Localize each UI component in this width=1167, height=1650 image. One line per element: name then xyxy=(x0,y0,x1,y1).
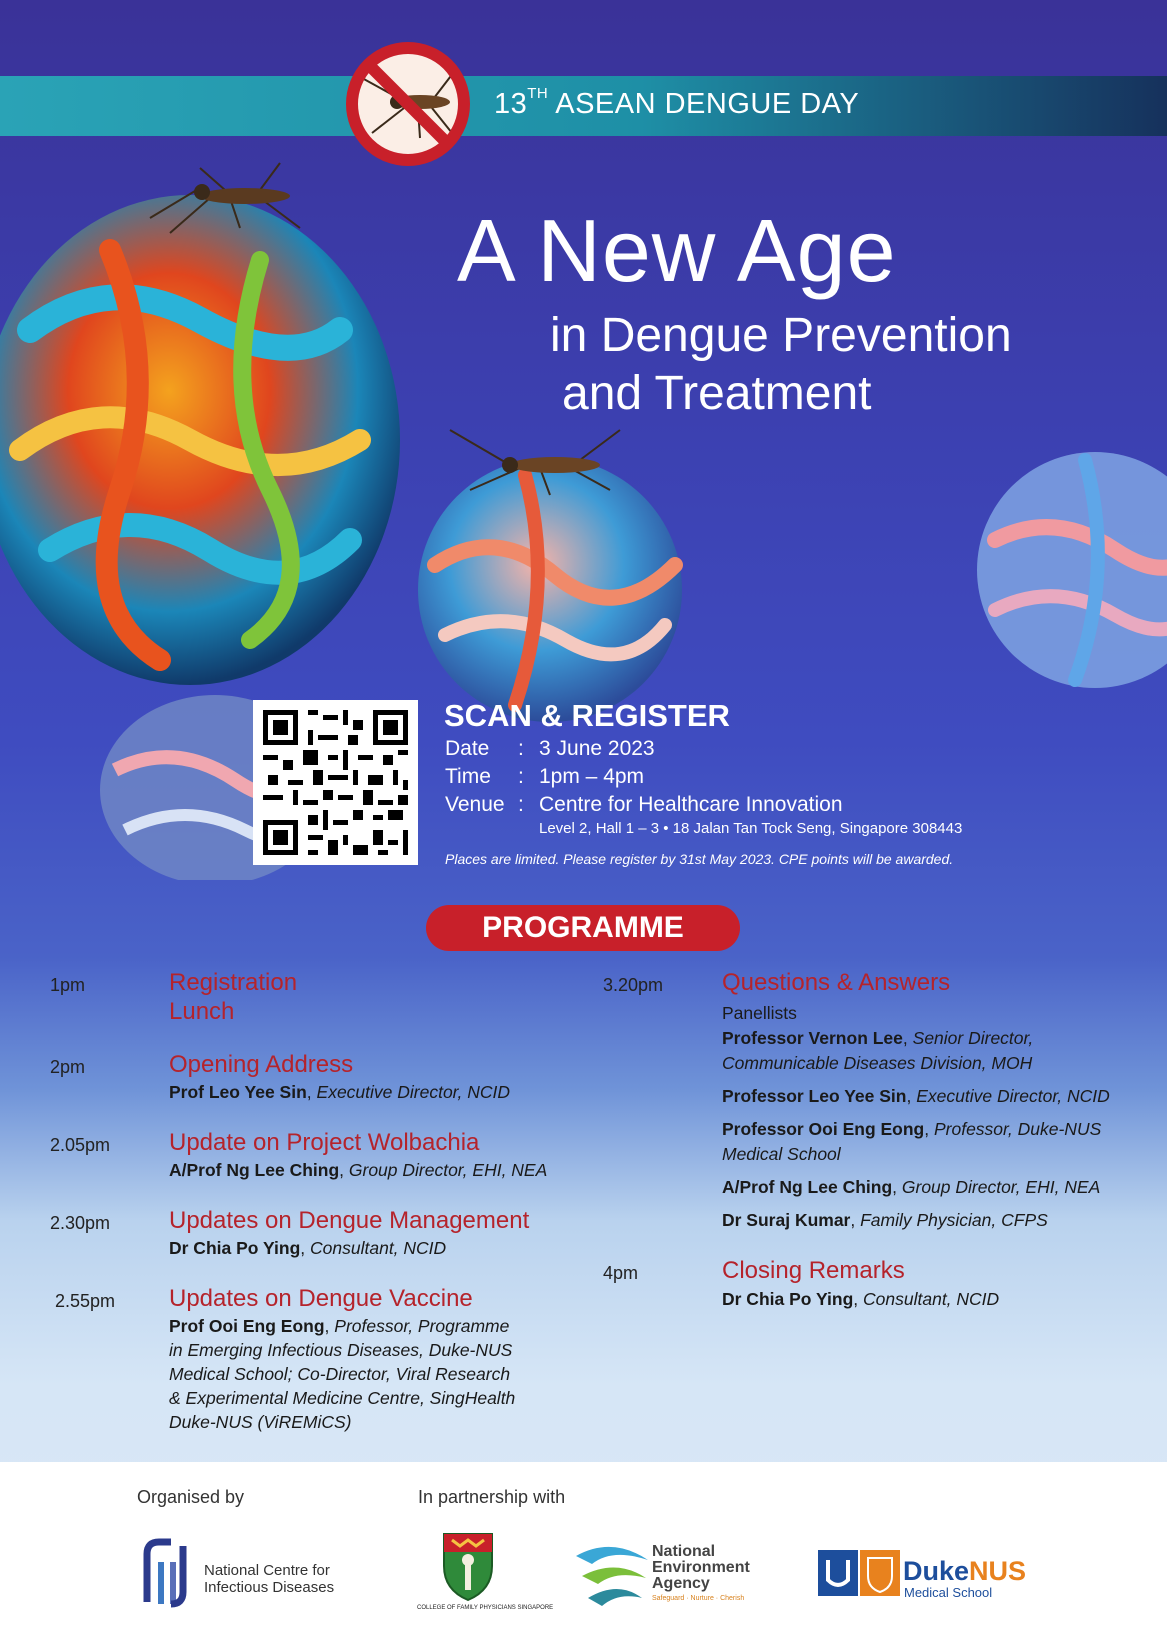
dukenus-name: DukeNUS xyxy=(903,1556,1027,1586)
programme-time: 2.55pm xyxy=(55,1291,116,1311)
panellist: Professor Leo Yee Sin, Executive Director, NCID xyxy=(722,1086,1110,1106)
venue-detail: Level 2, Hall 1 – 3 • 18 Jalan Tan Tock Seng, Singapore 308443 xyxy=(539,820,963,837)
programme-item-title: Updates on Dengue Management xyxy=(169,1207,530,1234)
programme-item-title: Questions & Answers xyxy=(722,969,951,996)
programme-speaker: A/Prof Ng Lee Ching, Group Director, EHI, NEA xyxy=(169,1160,548,1180)
page-subtitle-line1: in Dengue Prevention xyxy=(550,309,1012,362)
programme-speaker: Dr Chia Po Ying, Consultant, NCID xyxy=(722,1289,1000,1309)
registration-qr-code[interactable] xyxy=(253,700,418,865)
programme-time: 2.30pm xyxy=(50,1213,111,1233)
page-subtitle-line2: and Treatment xyxy=(562,367,872,420)
programme-item-title: Update on Project Wolbachia xyxy=(169,1129,480,1156)
panellist-role-line: Communicable Diseases Division, MOH xyxy=(722,1053,1033,1073)
ncid-name-line1: National Centre for xyxy=(204,1562,330,1579)
venue-label: Venue xyxy=(445,793,505,816)
ncid-logo-icon xyxy=(137,1532,193,1612)
programme-time: 4pm xyxy=(603,1263,639,1283)
registration-note: Places are limited. Please register by 31st May 2023. CPE points will be awarded. xyxy=(445,851,954,867)
nea-logo-icon xyxy=(572,1540,652,1610)
programme-speaker-role-line: Duke-NUS (ViREMiCS) xyxy=(169,1412,352,1432)
programme-speaker: Prof Ooi Eng Eong, Professor, Programme xyxy=(169,1316,510,1336)
time-label: Time xyxy=(445,765,491,788)
date-separator: : xyxy=(518,737,524,760)
venue-separator: : xyxy=(518,793,524,816)
venue-value: Centre for Healthcare Innovation xyxy=(539,793,843,816)
mosquito-icon xyxy=(440,420,640,500)
programme-time: 2pm xyxy=(50,1057,86,1077)
time-value: 1pm – 4pm xyxy=(539,765,645,788)
dengue-virus-large xyxy=(0,190,400,710)
programme-speaker-role-line: in Emerging Infectious Diseases, Duke-NUS xyxy=(169,1340,513,1360)
ncid-name-line2: Infectious Diseases xyxy=(204,1579,335,1596)
page-title: A New Age xyxy=(457,201,897,300)
programme-item-title: Registration xyxy=(169,969,298,996)
programme-speaker-role-line: & Experimental Medicine Centre, SingHealth xyxy=(169,1388,516,1408)
panellist-role-line: Medical School xyxy=(722,1144,841,1164)
event-name: 13TH ASEAN DENGUE DAY xyxy=(494,85,860,120)
panellist: A/Prof Ng Lee Ching, Group Director, EHI, NEA xyxy=(722,1177,1101,1197)
time-separator: : xyxy=(518,765,524,788)
no-mosquito-icon xyxy=(342,38,474,170)
programme-time: 2.05pm xyxy=(50,1135,111,1155)
programme-heading: PROGRAMME xyxy=(426,905,740,951)
programme-item-title: Closing Remarks xyxy=(722,1257,905,1284)
programme-speaker: Dr Chia Po Ying, Consultant, NCID xyxy=(169,1238,447,1258)
programme-time: 1pm xyxy=(50,975,86,995)
programme-speaker-role-line: Medical School; Co-Director, Viral Research xyxy=(169,1364,511,1384)
date-value: 3 June 2023 xyxy=(539,737,655,760)
dukenus-logo-icon xyxy=(818,1550,900,1596)
mosquito-icon xyxy=(140,158,330,238)
nea-tagline: Safeguard · Nurture · Cherish xyxy=(652,1595,745,1602)
nea-name-line3: Agency xyxy=(652,1575,710,1592)
cfps-crest-icon xyxy=(438,1530,498,1602)
programme-item-title: Opening Address xyxy=(169,1051,354,1078)
scan-register-heading: SCAN & REGISTER xyxy=(444,698,730,733)
nea-name-line2: Environment xyxy=(652,1559,750,1576)
partnership-label: In partnership with xyxy=(418,1487,566,1507)
dukenus-subtitle: Medical School xyxy=(904,1585,993,1600)
programme-item-title: Updates on Dengue Vaccine xyxy=(169,1285,473,1312)
panellist: Professor Vernon Lee, Senior Director, xyxy=(722,1028,1034,1048)
date-label: Date xyxy=(445,737,490,760)
programme-speaker: Prof Leo Yee Sin, Executive Director, NCID xyxy=(169,1082,511,1102)
programme-time: 3.20pm xyxy=(603,975,664,995)
cfps-caption: COLLEGE OF FAMILY PHYSICIANS SINGAPORE xyxy=(417,1605,554,1611)
panellist: Dr Suraj Kumar, Family Physician, CFPS xyxy=(722,1210,1048,1230)
nea-name-line1: National xyxy=(652,1543,716,1560)
dengue-virus-right xyxy=(975,440,1167,700)
organised-by-label: Organised by xyxy=(137,1487,245,1507)
programme-item-title: Lunch xyxy=(169,998,235,1025)
panellist: Professor Ooi Eng Eong, Professor, Duke-NUS xyxy=(722,1119,1102,1139)
panellists-heading: Panellists xyxy=(722,1003,797,1023)
